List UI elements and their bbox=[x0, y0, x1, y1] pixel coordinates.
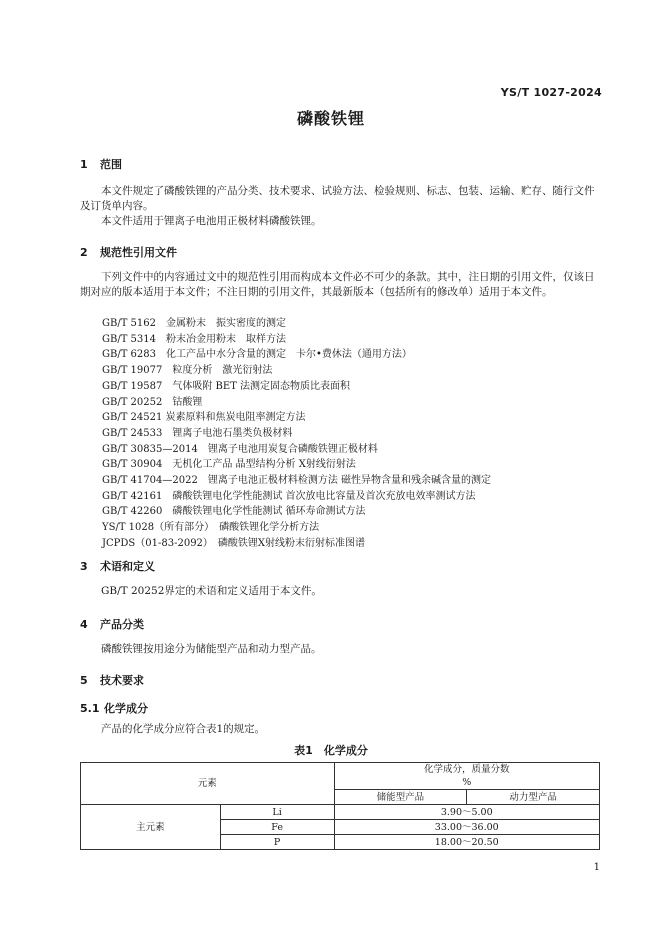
section-title: 产品分类 bbox=[100, 618, 144, 631]
reference-item: GB/T 5162 金属粉末 振实密度的测定 bbox=[102, 318, 287, 329]
value-cell: 33.00～36.00 bbox=[334, 820, 600, 835]
reference-list bbox=[102, 316, 491, 552]
section-5-heading bbox=[80, 672, 144, 688]
section-number: 1 bbox=[80, 158, 88, 171]
section-2-heading bbox=[80, 244, 177, 260]
section-title: 范围 bbox=[100, 158, 122, 171]
section-number: 5.1 bbox=[80, 702, 100, 715]
document-title: 磷酸铁锂 bbox=[296, 109, 365, 128]
reference-item: GB/T 5314 粉末冶金用粉末 取样方法 bbox=[102, 333, 287, 345]
reference-item: GB/T 19587 气体吸附 BET 法测定固态物质比表面积 bbox=[102, 380, 351, 392]
table-header-row bbox=[81, 763, 600, 790]
value-cell: 18.00～20.50 bbox=[334, 835, 600, 850]
header-element-cell: 元素 bbox=[81, 763, 335, 805]
section-3-heading bbox=[80, 558, 155, 574]
chemical-composition-table bbox=[80, 762, 600, 850]
reference-item: JCPDS（01-83-2092） 磷酸铁锂X射线粉末衍射标准图谱 bbox=[102, 537, 366, 549]
section-title: 技术要求 bbox=[100, 674, 144, 687]
standard-code: YS/T 1027-2024 bbox=[500, 86, 602, 99]
section-1-heading bbox=[80, 156, 122, 172]
section-4-heading bbox=[80, 616, 144, 632]
section-title: 规范性引用文件 bbox=[100, 246, 177, 259]
reference-item: GB/T 30904 无机化工产品 晶型结构分析 X射线衍射法 bbox=[102, 459, 356, 471]
reference-item: GB/T 42260 磷酸铁锂电化学性能测试 循环寿命测试方法 bbox=[102, 506, 366, 518]
reference-item: GB/T 30835—2014 锂离子电池用炭复合磷酸铁锂正极材料 bbox=[102, 443, 378, 455]
section-1-paragraph-1: 本文件规定了磷酸铁锂的产品分类、技术要求、试验方法、检验规则、标志、包装、运输、贮存、随行文件及订货单内容。 bbox=[80, 185, 595, 212]
section-title: 化学成分 bbox=[104, 702, 148, 715]
reference-item: GB/T 20252 钴酸锂 bbox=[102, 396, 203, 408]
section-5-1-heading bbox=[80, 700, 148, 716]
table-1-title: 表1 化学成分 bbox=[294, 744, 368, 757]
section-number: 2 bbox=[80, 246, 88, 259]
element-cell: P bbox=[220, 835, 334, 850]
page-number: 1 bbox=[593, 862, 600, 873]
header-power-cell: 动力型产品 bbox=[467, 790, 600, 805]
reference-item: YS/T 1028（所有部分） 磷酸铁锂化学分析方法 bbox=[102, 522, 320, 534]
section-5-1-paragraph-1: 产品的化学成分应符合表1的规定。 bbox=[101, 723, 266, 735]
section-1-paragraph-2: 本文件适用于锂离子电池用正极材料磷酸铁锂。 bbox=[101, 215, 322, 227]
section-4-paragraph-1: 磷酸铁锂按用途分为储能型产品和动力型产品。 bbox=[101, 643, 322, 655]
reference-item: GB/T 41704—2022 锂离子电池正极材料检测方法 磁性异物含量和残余碱含量的测定 bbox=[102, 475, 491, 487]
reference-item: GB/T 24521 炭素原料和焦炭电阻率测定方法 bbox=[102, 412, 306, 424]
header-storage-cell: 储能型产品 bbox=[334, 790, 467, 805]
header-unit-label: % bbox=[462, 777, 472, 788]
section-3-paragraph-1: GB/T 20252界定的术语和定义适用于本文件。 bbox=[101, 585, 322, 597]
value-cell: 3.90～5.00 bbox=[334, 805, 600, 820]
section-number: 5 bbox=[80, 674, 88, 687]
reference-item: GB/T 24533 锂离子电池石墨类负极材料 bbox=[102, 427, 293, 439]
reference-item: GB/T 42161 磷酸铁锂电化学性能测试 首次放电比容量及首次充放电效率测试方法 bbox=[102, 490, 476, 502]
section-title: 术语和定义 bbox=[100, 560, 155, 573]
reference-item: GB/T 19077 粒度分析 激光衍射法 bbox=[102, 365, 273, 377]
section-2-paragraph-1: 下列文件中的内容通过文中的规范性引用而构成本文件必不可少的条款。其中，注日期的引用文件，仅该日期对应的版本适用于本文件；不注日期的引用文件，其最新版本（包括所有的修改单）适用于本文件。 bbox=[80, 271, 595, 298]
element-cell: Fe bbox=[220, 820, 334, 835]
section-number: 4 bbox=[80, 618, 88, 631]
section-number: 3 bbox=[80, 560, 88, 573]
reference-item: GB/T 6283 化工产品中水分含量的测定 卡尔•费休法（通用方法） bbox=[102, 349, 412, 361]
header-composition-label: 化学成分，质量分数 bbox=[423, 764, 510, 775]
header-composition-cell bbox=[334, 763, 600, 790]
main-element-label-cell: 主元素 bbox=[81, 805, 221, 850]
table-row bbox=[81, 805, 600, 820]
element-cell: Li bbox=[220, 805, 334, 820]
